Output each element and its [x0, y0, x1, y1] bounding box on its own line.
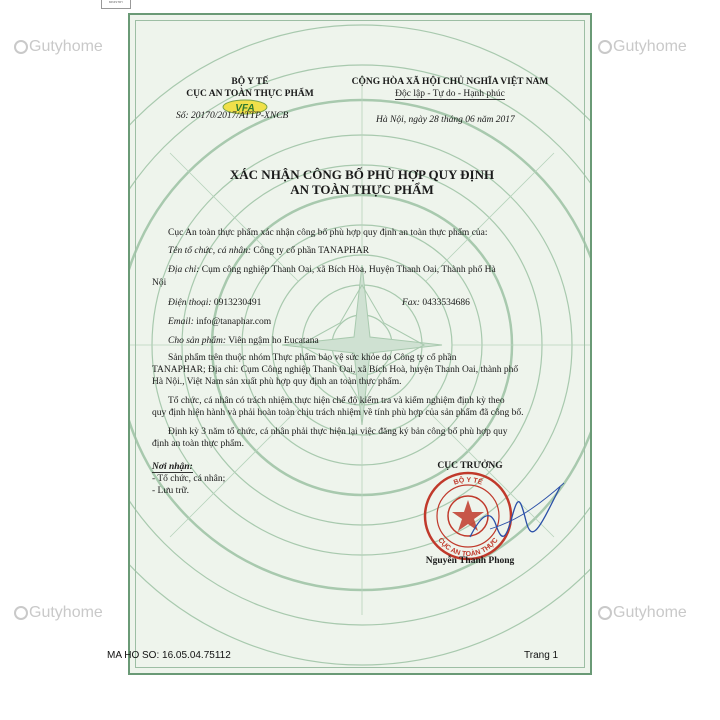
gutyhome-logo-icon [14, 40, 28, 54]
intro-line: Cục An toàn thực phẩm xác nhận công bố phù hợp quy định an toàn thực phẩm của: [168, 228, 488, 238]
gutyhome-logo-icon [598, 40, 612, 54]
stamp-top-text: BỘ Y TẾ [452, 476, 484, 487]
stamp-bottom-text: CỤC AN TOÀN THỰC [436, 536, 500, 559]
email-line [168, 316, 468, 329]
product-value: Viên ngậm ho Eucatana [228, 336, 319, 346]
file-code: MA HO SO: 16.05.04.75112 [107, 650, 231, 661]
paragraph-3-line-2: định an toàn thực phẩm. [152, 439, 244, 449]
paragraph-1-line-2: TANAPHAR; Địa chỉ: Cụm Công nghiệp Thanh Oai, xã Bích Hoà, huyện Thanh Oai, thành phố [152, 365, 519, 375]
issue-date: Hà Nội, ngày 28 tháng 06 năm 2017 [376, 115, 515, 125]
certificate [128, 13, 592, 675]
watermark: Gutyhome [14, 604, 103, 622]
product-line [168, 335, 468, 348]
watermark: Gutyhome [598, 38, 687, 56]
phone-value: 0913230491 [213, 298, 262, 308]
phone-label: Điện thoại: [168, 298, 212, 308]
paragraph-1-line-3: Hà Nội., Việt Nam sản xuất phù hợp quy định an toàn thực phẩm. [152, 377, 402, 387]
paragraph-1-line-1: Sản phẩm trên thuộc nhóm Thực phẩm bảo vệ sức khỏe do Công ty cổ phần [168, 353, 457, 363]
document-title: XÁC NHẬN CÔNG BỐ PHÙ HỢP QUY ĐỊNH [229, 167, 495, 182]
recipient-item: - Lưu trữ. [152, 486, 189, 496]
organization-line [168, 245, 588, 258]
corner-tag: MINISTRY [101, 0, 131, 9]
paragraph-3-line-1: Định kỳ 3 năm tổ chức, cá nhân phải thực hiện lại việc đăng ký bản công bố phù hợp quy [168, 427, 508, 437]
paragraph-2-line-1: Tổ chức, cá nhân có trách nhiệm thực hiện chế độ kiểm tra và kiểm nghiệm định kỳ theo [168, 396, 505, 406]
motto-text: Độc lập - Tự do - Hạnh phúc [395, 89, 505, 99]
recipients-heading [152, 461, 193, 474]
gutyhome-logo-icon [598, 606, 612, 620]
watermark: Gutyhome [14, 38, 103, 56]
recipient-item: - Tổ chức, cá nhân; [152, 474, 226, 484]
fax-line [402, 297, 582, 310]
signer-name: Nguyễn Thanh Phong [425, 556, 515, 566]
email-label: Email: [168, 317, 194, 327]
address-continuation: Nội [152, 278, 167, 288]
fax-label: Fax: [402, 298, 420, 308]
paragraph-2-line-2: quy định hiện hành và phải hoàn toàn chịu trách nhiệm về tính phù hợp của sản phẩm đã công bố. [152, 408, 524, 418]
fax-value: 0433534686 [422, 298, 470, 308]
ministry-name: BỘ Y TẾ [231, 77, 269, 87]
watermark: Gutyhome [598, 604, 687, 622]
recipients-heading-text: Nơi nhận: [152, 462, 193, 472]
svg-text:VFA: VFA [235, 103, 255, 114]
address-label: Địa chỉ: [168, 265, 200, 275]
product-label: Cho sản phẩm: [168, 336, 227, 346]
email-value: info@tanaphar.com [196, 317, 272, 327]
gutyhome-logo-icon [14, 606, 28, 620]
signer-role: CỤC TRƯỞNG [437, 461, 503, 471]
handwritten-signature [460, 477, 570, 547]
reference-number: Số: 20170/2017/ATTP-XNCB [176, 111, 289, 121]
address-line [168, 264, 588, 277]
page-number: Trang 1 [524, 650, 559, 661]
motto [330, 89, 570, 99]
phone-line [168, 297, 368, 310]
organization-label: Tên tổ chức, cá nhân: [168, 246, 252, 256]
document-subtitle: AN TOÀN THỰC PHẨM [290, 182, 434, 197]
organization-value: Công ty cổ phần TANAPHAR [253, 246, 370, 256]
department-name: CỤC AN TOÀN THỰC PHẨM [186, 89, 314, 99]
address-value: Cụm công nghiệp Thanh Oai, xã Bích Hòa, Huyện Thanh Oai, Thành phố Hà [201, 265, 496, 275]
country-name: CỘNG HÒA XÃ HỘI CHỦ NGHĨA VIỆT NAM [351, 77, 549, 87]
certificate-content [130, 15, 592, 675]
